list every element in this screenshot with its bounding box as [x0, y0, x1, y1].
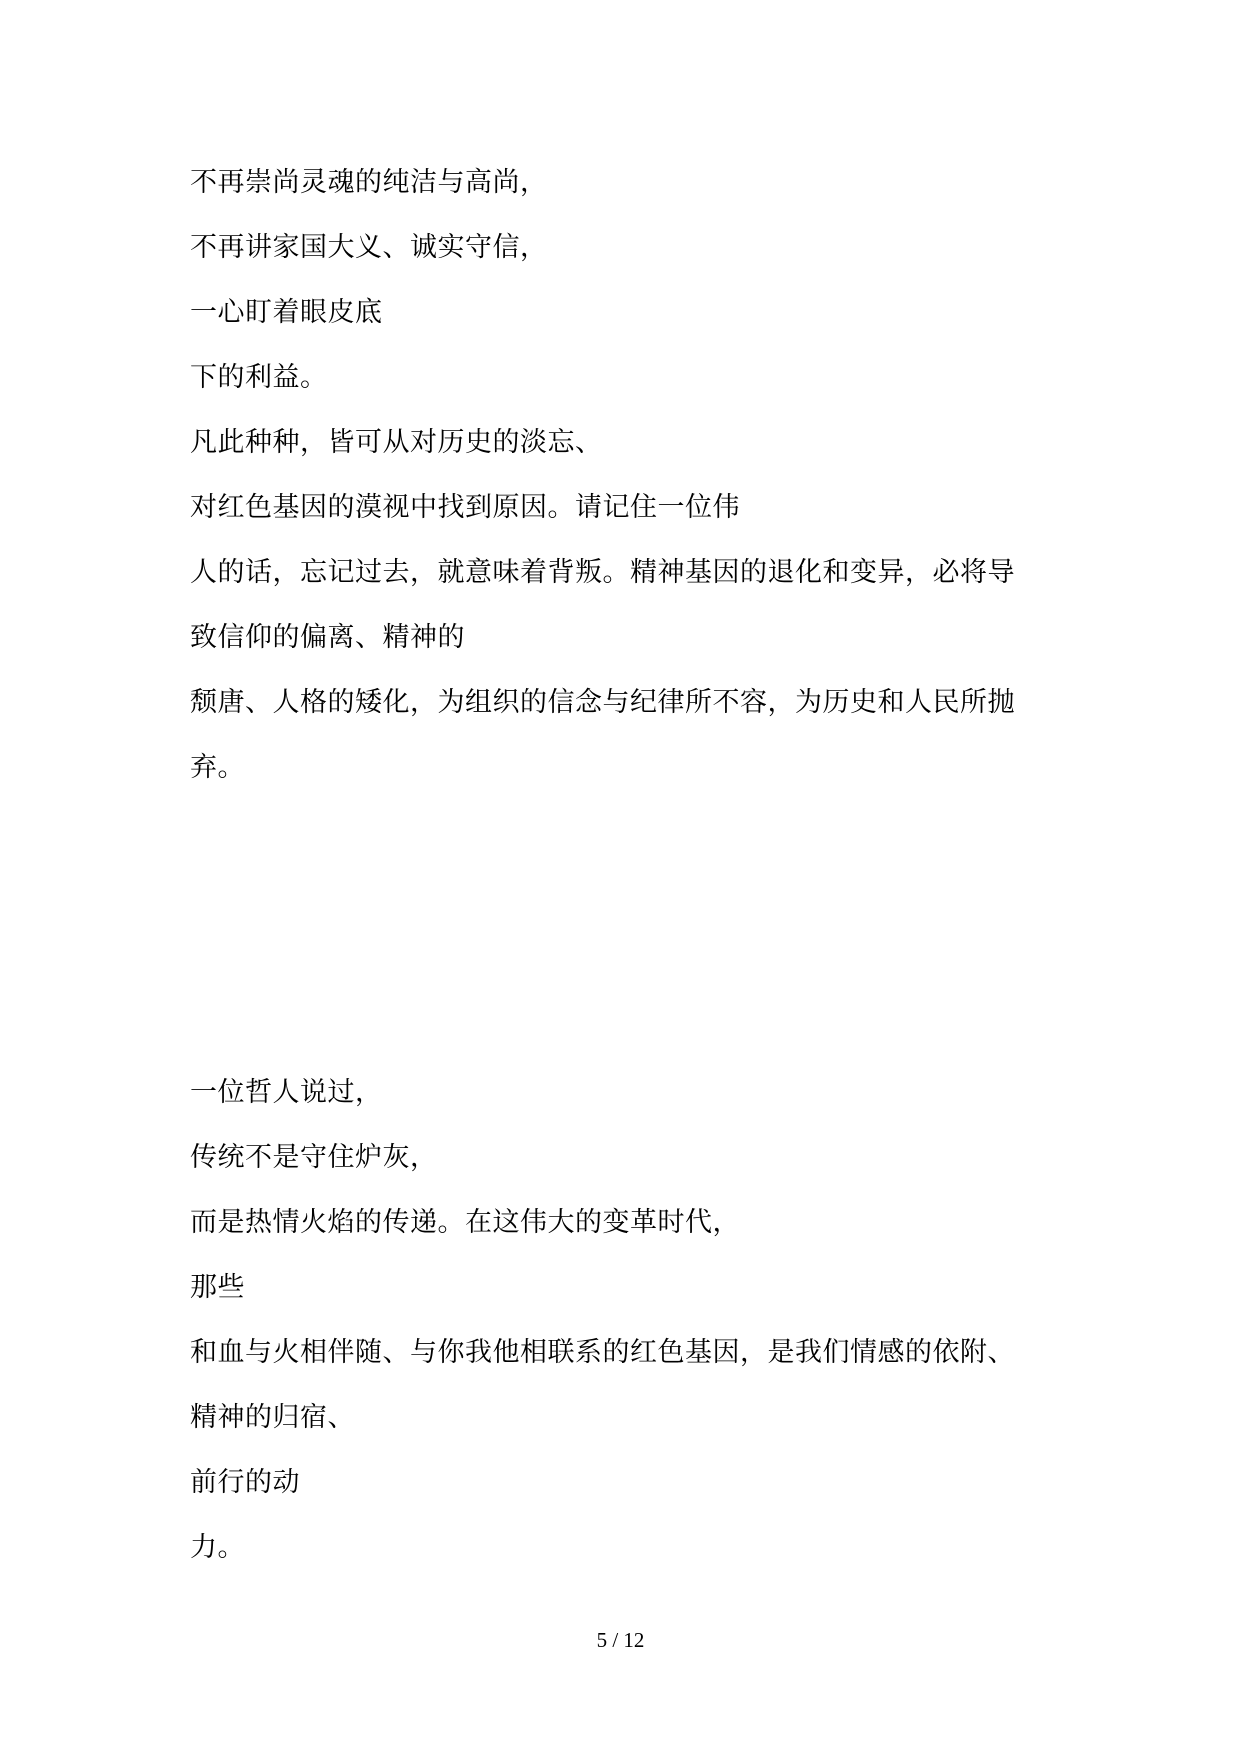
text-line: 不再讲家国大义、诚实守信， — [190, 232, 548, 263]
text-line: 那些 — [190, 1272, 245, 1303]
text-line: 下的利益。 — [190, 362, 328, 393]
text-line: 传统不是守住炉灰， — [190, 1142, 438, 1173]
text-line: 而是热情火焰的传递。在这伟大的变革时代， — [190, 1207, 740, 1238]
text-line: 不再崇尚灵魂的纯洁与高尚， — [190, 167, 548, 198]
text-line: 前行的动 — [190, 1467, 300, 1498]
text-line: 弃。 — [190, 752, 245, 783]
text-line: 对红色基因的漠视中找到原因。请记住一位伟 — [190, 492, 740, 523]
text-line: 人的话，忘记过去，就意味着背叛。精神基因的退化和变异，必将导 — [190, 557, 1015, 588]
text-line: 力。 — [190, 1532, 245, 1563]
text-line: 颓唐、人格的矮化，为组织的信念与纪律所不容，为历史和人民所抛 — [190, 687, 1015, 718]
text-line: 一位哲人说过， — [190, 1077, 383, 1108]
text-line: 凡此种种，皆可从对历史的淡忘、 — [190, 427, 603, 458]
text-line: 一心盯着眼皮底 — [190, 297, 383, 328]
text-line: 精神的归宿、 — [190, 1402, 355, 1433]
text-line: 和血与火相伴随、与你我他相联系的红色基因，是我们情感的依附、 — [190, 1337, 1015, 1368]
page-number: 5 / 12 — [596, 1628, 645, 1652]
text-line: 致信仰的偏离、精神的 — [190, 622, 465, 653]
